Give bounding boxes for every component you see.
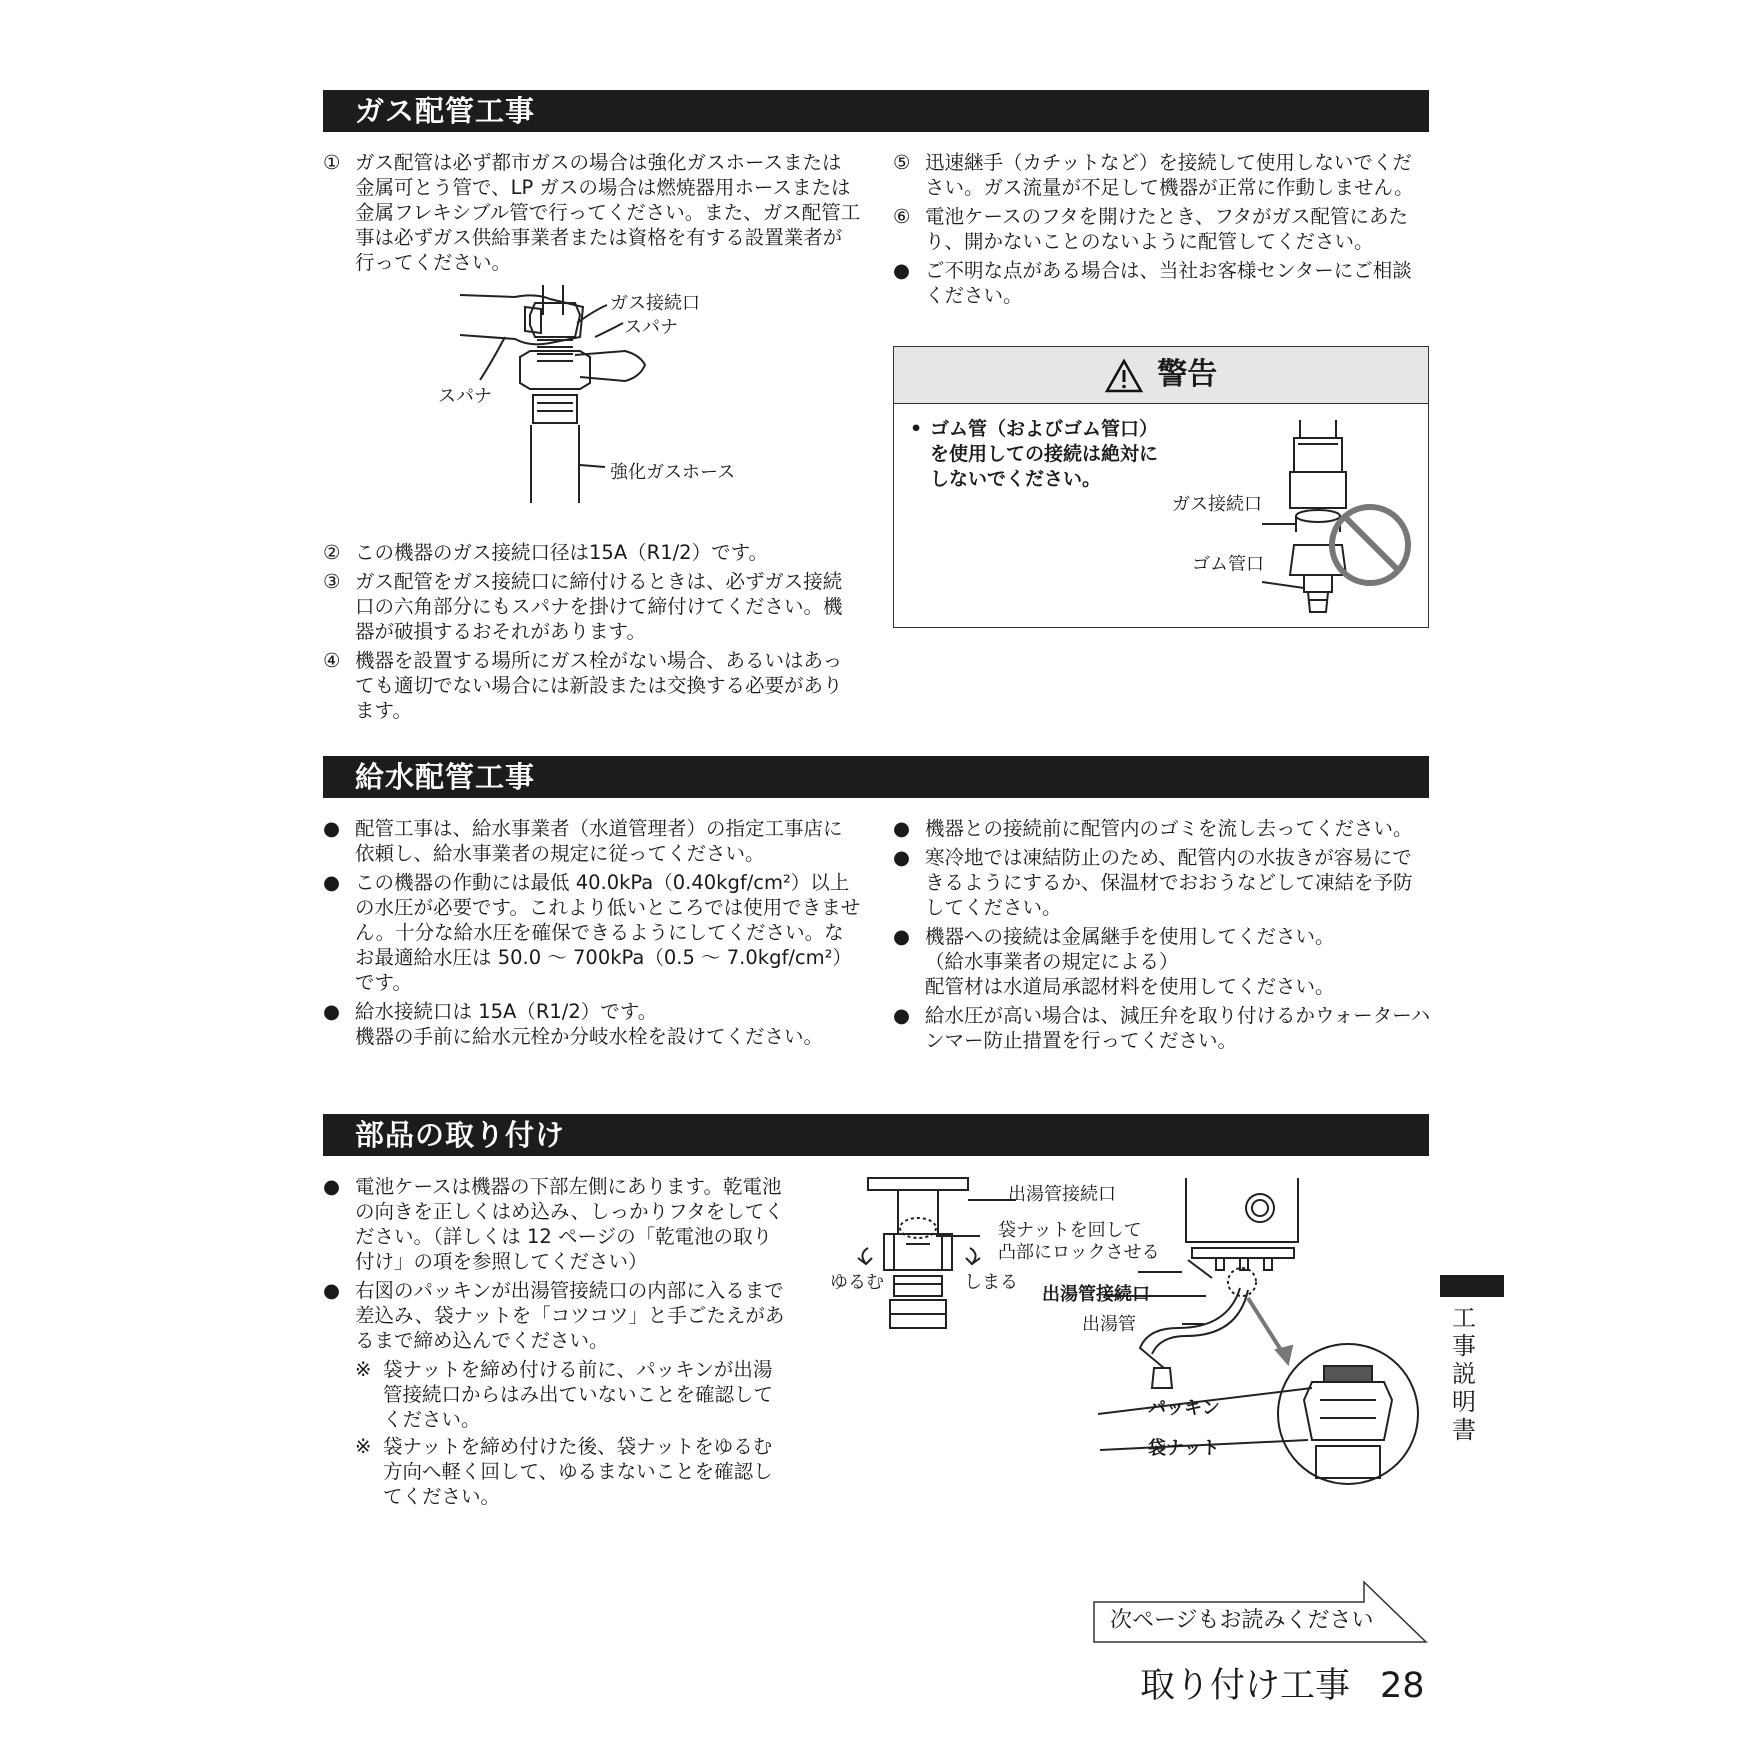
- gas-hose: [531, 425, 579, 503]
- leader-hose: [580, 465, 605, 467]
- page-footer: [1140, 1664, 1425, 1708]
- list-item: ③ ガス配管をガス接続口に締付けるときは、必ずガス接続口の六角部分にもスパナを掛けて締付けてください。機器が破損するおそれがあります。: [323, 570, 843, 643]
- leader-spanner-right: [595, 323, 623, 337]
- spanner-lower: [575, 351, 645, 381]
- label-loosen: ゆるむ: [830, 1272, 884, 1293]
- label-nut-instruction-2: 凸部にロックさせる: [998, 1242, 1160, 1263]
- section-title-water: 給水配管工事: [323, 756, 1429, 798]
- label-tighten: しまる: [964, 1272, 1018, 1293]
- list-item: ● 配管工事は、給水事業者（水道管理者）の指定工事店に依頼し、給水事業者の規定に従ってください。: [323, 817, 843, 865]
- label-gas-hose: 強化ガスホース: [610, 462, 736, 483]
- label-outlet-top: 出湯管接続口: [1008, 1184, 1116, 1205]
- packing-detail: [1278, 1344, 1418, 1484]
- warning-triangle-icon: [1105, 359, 1143, 393]
- warning-header: [894, 347, 1428, 404]
- side-tab-label: 工事説明書: [1452, 1304, 1476, 1444]
- label-outlet-pipe: 出湯管: [1082, 1314, 1136, 1335]
- label-spanner-right: スパナ: [624, 317, 678, 338]
- nut-detail: [858, 1178, 1016, 1328]
- parts-figure: [868, 1178, 1428, 1518]
- list-item: ② この機器のガス接続口径は15A（R1/2）です。: [323, 541, 769, 564]
- list-item: ⑥ 電池ケースのフタを開けたとき、フタがガス配管にあたり、開かないことのないように配管してください。: [893, 205, 1409, 253]
- section-title-parts: 部品の取り付け: [323, 1114, 1429, 1156]
- label-rubber-port: ゴム管口: [1192, 554, 1264, 575]
- list-item: ● この機器の作動には最低 40.0kPa（0.40kgf/cm²）以上の水圧が必要です。これより低いところでは使用できません。十分な給水圧を確保できるようにしてください。なお最適給水圧は 50.0 ～ 700kPa（0.5 ～ 7.0kgf/cm²）です。: [323, 871, 861, 994]
- water-left-column: [323, 816, 861, 1053]
- gas-left-column-lower: [323, 540, 861, 727]
- list-item: ④ 機器を設置する場所にガス栓がない場合、あるいはあっても適切でない場合には新設または交換する必要があります。: [323, 649, 843, 722]
- label-outlet-bold: 出湯管接続口: [1042, 1284, 1150, 1305]
- section-title-gas: ガス配管工事: [323, 90, 1429, 132]
- list-item: ● 給水接続口は 15A（R1/2）です。 機器の手前に給水元栓か分岐水栓を設けてください。: [323, 1000, 824, 1048]
- list-item: ① ガス配管は必ず都市ガスの場合は強化ガスホースまたは金属可とう管で、LP ガスの場合は燃焼器用ホースまたは金属フレキシブル管で行ってください。また、ガス配管工事は必ずガス供給事業者または資格を有する設置業者が行ってください。: [323, 151, 861, 274]
- label-spanner-left: スパナ: [438, 386, 492, 407]
- note-item: ※ 袋ナットを締め付けた後、袋ナットをゆるむ方向へ軽く回して、ゆるまないことを確認してください。: [355, 1435, 773, 1508]
- water-heater-body: [1186, 1178, 1298, 1270]
- list-item: ● ご不明な点がある場合は、当社お客様センターにご相談ください。: [893, 259, 1412, 307]
- list-item: ● 右図のパッキンが出湯管接続口の内部に入るまで差込み、袋ナットを「コツコツ」と手ごたえがあるまで締め込んでください。: [323, 1279, 785, 1352]
- side-tab-marker: [1440, 1275, 1504, 1297]
- gas-right-column: [893, 150, 1431, 312]
- footer-title: 取り付け工事: [1140, 1666, 1351, 1706]
- parts-left-column: [323, 1174, 789, 1511]
- list-item: ● 給水圧が高い場合は、減圧弁を取り付けるかウォーターハンマー防止措置を行ってください。: [893, 1004, 1431, 1052]
- list-item: ⑤ 迅速継手（カチットなど）を接続して使用しないでください。ガス流量が不足して機器が正常に作動しません。: [893, 151, 1414, 199]
- list-item: ● 寒冷地では凍結防止のため、配管内の水抜きが容易にできるようにするか、保温材でおおうなどして凍結を予防してください。: [893, 846, 1413, 919]
- label-warning-gas-port: ガス接続口: [1172, 494, 1262, 515]
- label-packing: パッキン: [1148, 1398, 1220, 1419]
- label-gas-port: ガス接続口: [610, 293, 700, 314]
- list-item: ● 電池ケースは機器の下部左側にあります。乾電池の向きを正しくはめ込み、しっかりフタをしてください。（詳しくは 12 ページの「乾電池の取り付け」の項を参照してください）: [323, 1175, 784, 1273]
- label-nut-instruction-1: 袋ナットを回して: [998, 1220, 1142, 1241]
- leader-spanner-left: [480, 337, 505, 380]
- gas-left-column: [323, 150, 861, 279]
- warning-text: • ゴム管（およびゴム管口）を使用しての接続は絶対にしないでください。: [910, 418, 1159, 490]
- prohibition-icon: [1332, 507, 1408, 583]
- next-page-text: 次ページもお読みください: [1110, 1608, 1374, 1633]
- hose-coupling: [533, 395, 577, 423]
- label-nut: 袋ナット: [1148, 1438, 1220, 1459]
- outlet-pipe: [1140, 1288, 1248, 1368]
- list-item: ● 機器への接続は金属継手を使用してください。 （給水事業者の規定による） 配管材は水道局承認材料を使用してください。: [893, 925, 1335, 998]
- rubber-hose-figure: [1290, 420, 1420, 620]
- page-number: 28: [1380, 1666, 1425, 1706]
- warning-title: 警告: [1157, 357, 1218, 392]
- water-right-column: [893, 816, 1431, 1057]
- list-item: ● 機器との接続前に配管内のゴミを流し去ってください。: [893, 817, 1413, 840]
- note-item: ※ 袋ナットを締め付ける前に、パッキンが出湯管接続口からはみ出ていないことを確認してください。: [355, 1358, 774, 1431]
